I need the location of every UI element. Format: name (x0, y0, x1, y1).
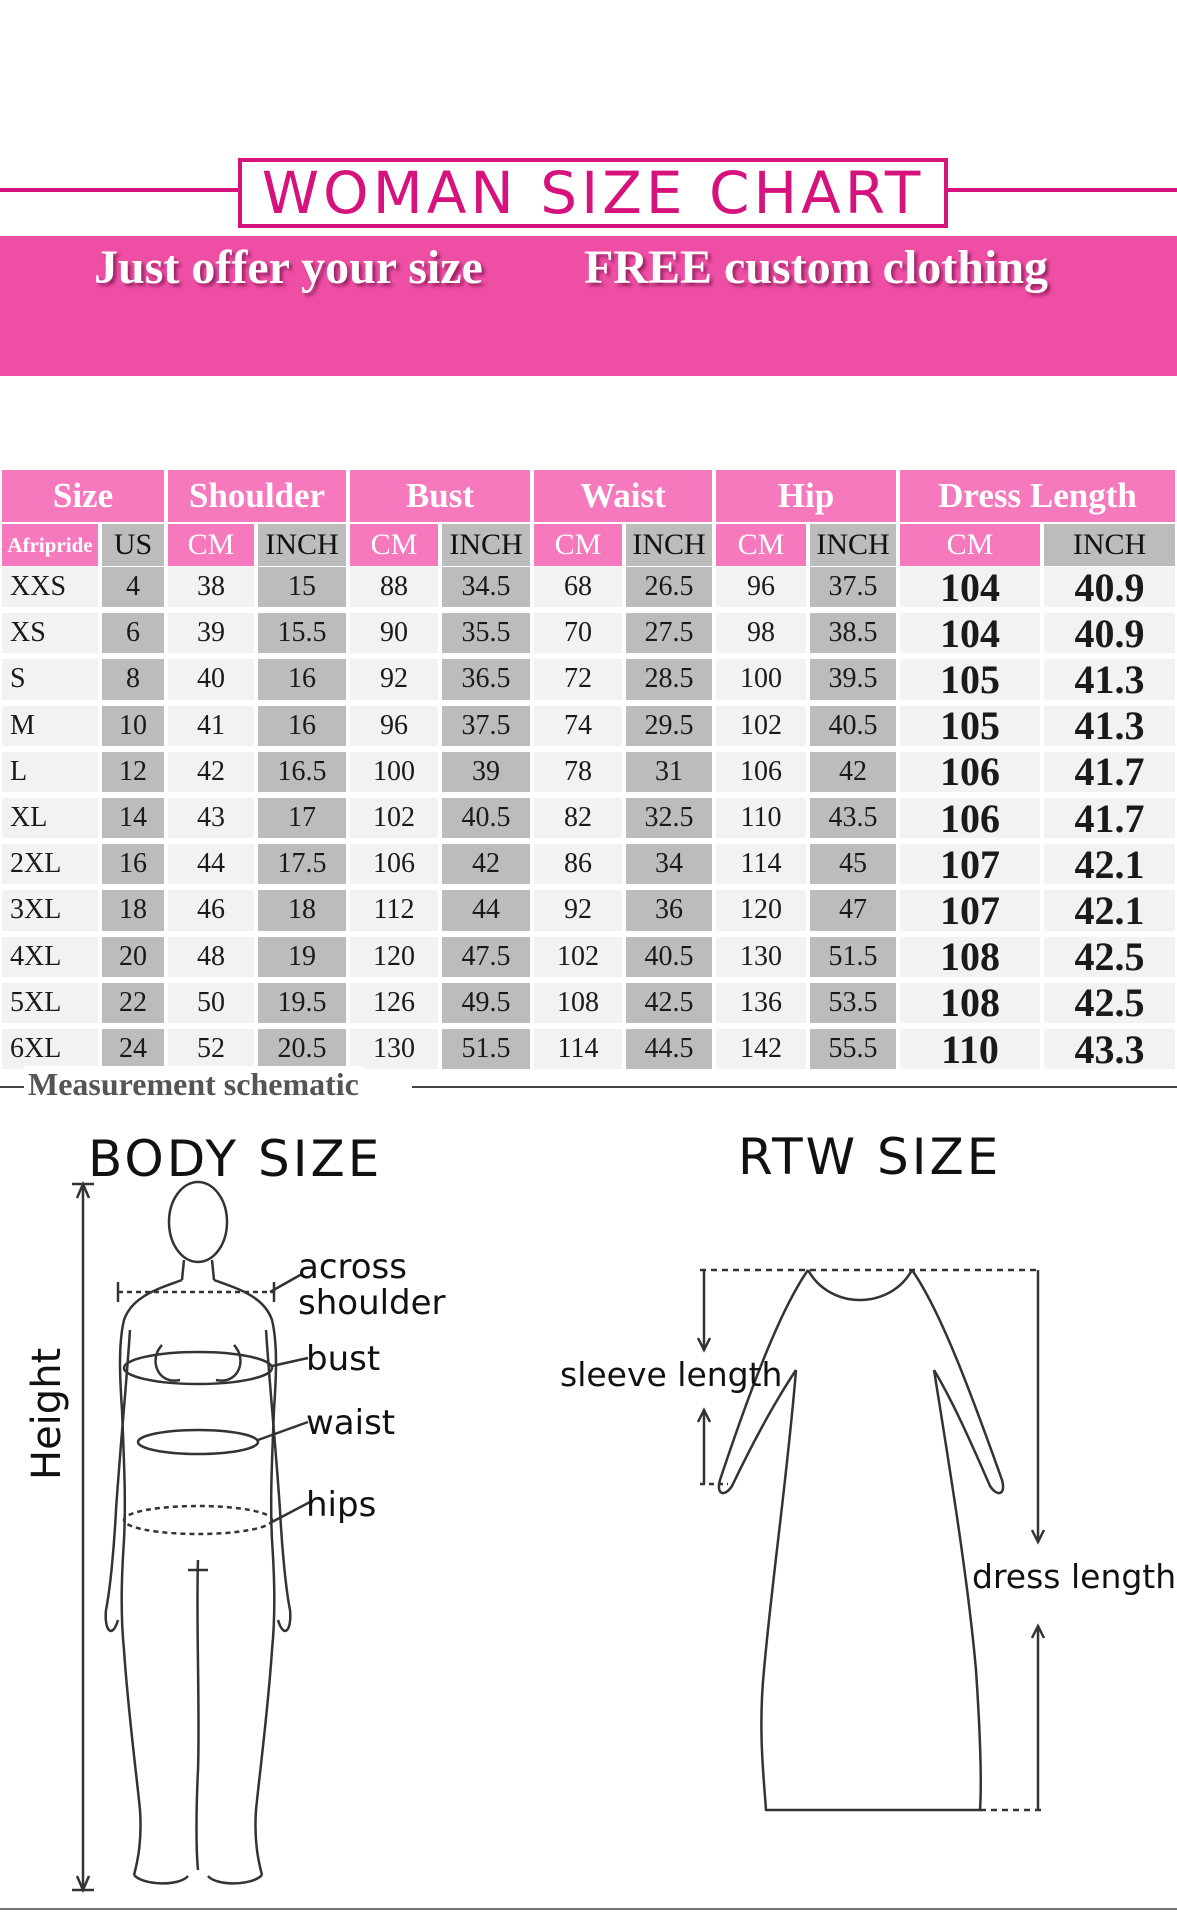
table-cell: 136 (716, 983, 806, 1023)
table-cell: 106 (350, 844, 438, 884)
table-cell: 53.5 (810, 983, 896, 1023)
table-cell: 114 (716, 844, 806, 884)
table-cell: 68 (534, 567, 622, 607)
table-cell: 142 (716, 1029, 806, 1069)
shoulder-label: shoulder (298, 1283, 446, 1323)
subheader-col-0: Afripride (2, 524, 98, 566)
table-cell: 32.5 (626, 798, 712, 838)
table-cell: 39.5 (810, 659, 896, 699)
table-cell: 45 (810, 844, 896, 884)
table-cell: XS (2, 613, 98, 653)
table-cell: 40.9 (1044, 613, 1175, 653)
table-cell: 51.5 (442, 1029, 530, 1069)
rtw-size-title: RTW SIZE (738, 1128, 1002, 1186)
table-cell: 19 (258, 937, 346, 977)
table-cell: 110 (716, 798, 806, 838)
table-cell: 108 (534, 983, 622, 1023)
table-cell: 108 (900, 937, 1040, 977)
measurement-label: Measurement schematic (24, 1066, 363, 1103)
table-cell: 8 (102, 659, 164, 699)
table-cell: 46 (168, 890, 254, 930)
table-cell: 120 (716, 890, 806, 930)
table-cell: 105 (900, 659, 1040, 699)
subheader-col-4: CM (350, 524, 438, 566)
table-cell: 17.5 (258, 844, 346, 884)
promo-banner (0, 236, 1177, 376)
subheader-col-9: INCH (810, 524, 896, 566)
table-cell: 2XL (2, 844, 98, 884)
table-cell: 42.1 (1044, 890, 1175, 930)
table-cell: 48 (168, 937, 254, 977)
table-cell: 41.3 (1044, 706, 1175, 746)
table-cell: 34 (626, 844, 712, 884)
table-cell: 12 (102, 752, 164, 792)
header-size: Size (2, 470, 164, 522)
table-cell: XL (2, 798, 98, 838)
title-box (238, 158, 948, 228)
subheader-col-10: CM (900, 524, 1040, 566)
table-cell: 14 (102, 798, 164, 838)
table-cell: 74 (534, 706, 622, 746)
table-cell: 104 (900, 613, 1040, 653)
table-cell: 38.5 (810, 613, 896, 653)
table-cell: 78 (534, 752, 622, 792)
table-cell: 3XL (2, 890, 98, 930)
table-cell: 90 (350, 613, 438, 653)
table-cell: 72 (534, 659, 622, 699)
table-cell: 42.5 (1044, 937, 1175, 977)
table-cell: 96 (350, 706, 438, 746)
table-cell: 35.5 (442, 613, 530, 653)
table-cell: 47.5 (442, 937, 530, 977)
table-cell: 17 (258, 798, 346, 838)
table-cell: 44.5 (626, 1029, 712, 1069)
table-cell: 100 (716, 659, 806, 699)
table-cell: 4XL (2, 937, 98, 977)
table-cell: 108 (900, 983, 1040, 1023)
table-cell: 42 (168, 752, 254, 792)
bust-label: bust (306, 1339, 381, 1379)
table-cell: 88 (350, 567, 438, 607)
table-cell: 41.7 (1044, 752, 1175, 792)
table-cell: 107 (900, 890, 1040, 930)
table-cell: 112 (350, 890, 438, 930)
table-cell: 44 (442, 890, 530, 930)
table-cell: 37.5 (810, 567, 896, 607)
table-cell: 102 (534, 937, 622, 977)
subheader-col-11: INCH (1044, 524, 1175, 566)
table-cell: 42.5 (1044, 983, 1175, 1023)
subheader-col-1: US (102, 524, 164, 566)
table-cell: 43.5 (810, 798, 896, 838)
table-cell: 100 (350, 752, 438, 792)
subheader-col-2: CM (168, 524, 254, 566)
table-cell: 42.1 (1044, 844, 1175, 884)
table-cell: 40 (168, 659, 254, 699)
table-cell: 34.5 (442, 567, 530, 607)
tagline-left: Just offer your size (94, 241, 483, 294)
table-cell: 40.5 (810, 706, 896, 746)
subheader-col-8: CM (716, 524, 806, 566)
table-cell: 102 (350, 798, 438, 838)
table-cell: 29.5 (626, 706, 712, 746)
table-cell: 10 (102, 706, 164, 746)
table-cell: 92 (534, 890, 622, 930)
table-cell: 36 (626, 890, 712, 930)
table-cell: 40.5 (626, 937, 712, 977)
table-cell: 27.5 (626, 613, 712, 653)
separator-line-left (0, 1086, 24, 1088)
table-cell: 130 (350, 1029, 438, 1069)
tagline-right: FREE custom clothing (584, 241, 1049, 294)
table-cell: 104 (900, 567, 1040, 607)
table-cell: 39 (168, 613, 254, 653)
separator-line-right (412, 1086, 1177, 1088)
table-cell: 41.3 (1044, 659, 1175, 699)
table-cell: 20 (102, 937, 164, 977)
table-cell: 120 (350, 937, 438, 977)
table-cell: L (2, 752, 98, 792)
table-cell: 31 (626, 752, 712, 792)
sleeve-length-label: sleeve length (560, 1355, 783, 1394)
table-cell: XXS (2, 567, 98, 607)
table-cell: 55.5 (810, 1029, 896, 1069)
table-cell: 50 (168, 983, 254, 1023)
table-cell: 15 (258, 567, 346, 607)
table-cell: 42 (442, 844, 530, 884)
table-cell: 19.5 (258, 983, 346, 1023)
page-title: WOMAN SIZE CHART (261, 159, 925, 227)
table-cell: 16 (102, 844, 164, 884)
subheader-col-3: INCH (258, 524, 346, 566)
table-cell: 36.5 (442, 659, 530, 699)
table-cell: 98 (716, 613, 806, 653)
hips-label: hips (306, 1485, 377, 1525)
table-cell: 26.5 (626, 567, 712, 607)
table-cell: 16 (258, 706, 346, 746)
table-cell: 92 (350, 659, 438, 699)
subheader-col-6: CM (534, 524, 622, 566)
table-cell: 47 (810, 890, 896, 930)
table-cell: 126 (350, 983, 438, 1023)
table-cell: 38 (168, 567, 254, 607)
header-dress-length: Dress Length (900, 470, 1175, 522)
waist-label: waist (306, 1403, 396, 1443)
table-cell: 106 (716, 752, 806, 792)
table-cell: 44 (168, 844, 254, 884)
table-cell: 16.5 (258, 752, 346, 792)
table-cell: 42 (810, 752, 896, 792)
body-size-title: BODY SIZE (88, 1130, 383, 1188)
table-cell: 106 (900, 798, 1040, 838)
table-cell: 43.3 (1044, 1029, 1175, 1069)
table-cell: 40.5 (442, 798, 530, 838)
table-cell: 40.9 (1044, 567, 1175, 607)
table-cell: 106 (900, 752, 1040, 792)
table-cell: 43 (168, 798, 254, 838)
table-cell: 41.7 (1044, 798, 1175, 838)
header-hip: Hip (716, 470, 896, 522)
table-cell: 102 (716, 706, 806, 746)
table-cell: 37.5 (442, 706, 530, 746)
table-cell: 39 (442, 752, 530, 792)
table-cell: 51.5 (810, 937, 896, 977)
table-cell: 41 (168, 706, 254, 746)
table-cell: 24 (102, 1029, 164, 1069)
table-cell: 82 (534, 798, 622, 838)
table-cell: 6XL (2, 1029, 98, 1069)
table-cell: 22 (102, 983, 164, 1023)
table-cell: 52 (168, 1029, 254, 1069)
across-label: across (298, 1247, 407, 1287)
table-cell: 107 (900, 844, 1040, 884)
bottom-rule (0, 1908, 1177, 1910)
header-shoulder: Shoulder (168, 470, 346, 522)
table-cell: 114 (534, 1029, 622, 1069)
table-cell: M (2, 706, 98, 746)
header-waist: Waist (534, 470, 712, 522)
table-cell: 20.5 (258, 1029, 346, 1069)
table-cell: 18 (102, 890, 164, 930)
header-bust: Bust (350, 470, 530, 522)
table-cell: 15.5 (258, 613, 346, 653)
table-cell: 49.5 (442, 983, 530, 1023)
table-cell: S (2, 659, 98, 699)
dress-illustration (680, 1250, 1060, 1830)
table-cell: 96 (716, 567, 806, 607)
table-cell: 105 (900, 706, 1040, 746)
table-cell: 130 (716, 937, 806, 977)
table-cell: 18 (258, 890, 346, 930)
table-cell: 16 (258, 659, 346, 699)
subheader-col-5: INCH (442, 524, 530, 566)
table-cell: 70 (534, 613, 622, 653)
table-cell: 86 (534, 844, 622, 884)
table-cell: 110 (900, 1029, 1040, 1069)
dress-length-label: dress length (972, 1557, 1177, 1596)
height-label: Height (24, 1347, 70, 1480)
table-cell: 4 (102, 567, 164, 607)
subheader-col-7: INCH (626, 524, 712, 566)
table-cell: 6 (102, 613, 164, 653)
table-cell: 28.5 (626, 659, 712, 699)
table-cell: 5XL (2, 983, 98, 1023)
table-cell: 42.5 (626, 983, 712, 1023)
